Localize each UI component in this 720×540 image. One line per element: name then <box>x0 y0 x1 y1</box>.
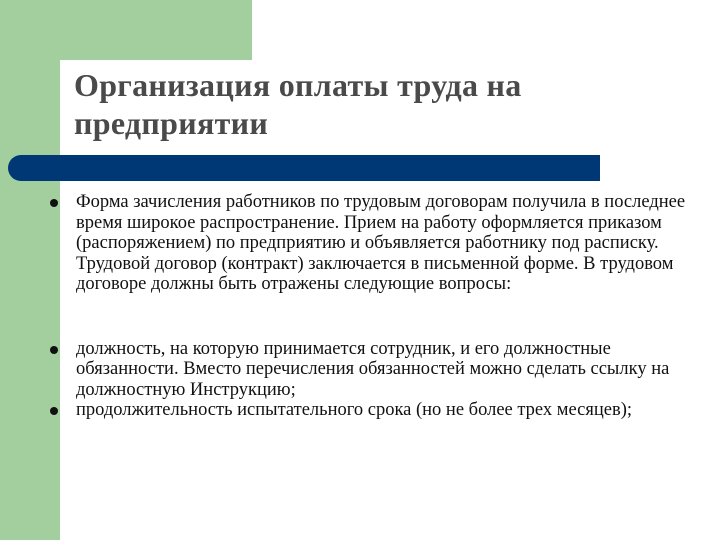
bullet-dot-icon <box>50 199 58 207</box>
bullet-text: продолжительность испытательного срока (но не более трех месяцев); <box>76 400 633 420</box>
title-divider-bar <box>8 155 600 181</box>
bullet-dot-icon <box>50 346 58 354</box>
bullet-item <box>50 339 690 401</box>
bullet-item <box>50 192 690 295</box>
bullet-dot-icon <box>50 407 58 415</box>
slide-title: Организация оплаты труда на предприятии <box>74 67 522 141</box>
bullet-text: Форма зачисления работников по трудовым договорам получила в последнее время широкое распространение. Прием на работу оформляется приказом (распоряжением) по предприятию и объявляется работнику под расписку. Трудовой договор (контракт) заключается в письменной форме. В трудовом договоре должны быть отражены следующие вопросы: <box>76 192 686 294</box>
bullet-text: должность, на которую принимается сотрудник, и его должностные обязанности. Вместо перечисления обязанностей можно сделать ссылку на должностную Инструкцию; <box>76 338 670 400</box>
background-top-block <box>0 0 252 60</box>
bullet-item <box>50 400 690 421</box>
bullet-list <box>50 192 690 421</box>
